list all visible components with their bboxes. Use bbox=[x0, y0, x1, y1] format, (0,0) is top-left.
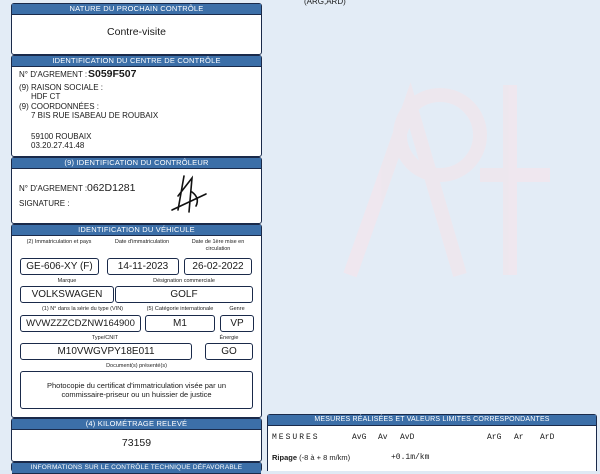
vehicule-section bbox=[11, 224, 262, 418]
informations-header: INFORMATIONS SUR LE CONTRÔLE TECHNIQUE DÉFAVORABLE bbox=[12, 463, 261, 474]
next-control-value: Contre-visite bbox=[107, 26, 166, 38]
marque-value: VOLKSWAGEN bbox=[20, 286, 114, 303]
col-arg: ArG bbox=[487, 433, 502, 442]
centre-phone: 03.20.27.41.48 bbox=[31, 141, 85, 150]
col-avd: AvD bbox=[400, 433, 415, 442]
immat-label: (2) Immatriculation et pays bbox=[26, 239, 92, 245]
controleur-agrement-label: N° D'AGREMENT : bbox=[19, 184, 88, 193]
energie-value: GO bbox=[205, 343, 253, 360]
ripage-limit: (-8 à + 8 m/km) bbox=[299, 453, 351, 462]
mesures-title: MESURES bbox=[272, 433, 320, 442]
categorie-label: (5) Catégorie internationale bbox=[146, 306, 214, 312]
controleur-header: (9) IDENTIFICATION DU CONTRÔLEUR bbox=[12, 158, 261, 169]
top-note: (ARG,ARD) bbox=[304, 0, 346, 6]
categorie-value: M1 bbox=[145, 315, 215, 332]
immat-value: GE-606-XY (F) bbox=[20, 258, 99, 275]
type-label: Type/CNIT bbox=[91, 335, 119, 341]
controleur-signature bbox=[162, 172, 222, 218]
controleur-agrement-value: 062D1281 bbox=[87, 182, 136, 194]
vehicule-header: IDENTIFICATION DU VÉHICULE bbox=[12, 225, 261, 236]
energie-label: Énergie bbox=[219, 335, 239, 341]
kilometrage-header: (4) KILOMÉTRAGE RELEVÉ bbox=[12, 419, 261, 430]
mesures-header: MESURES RÉALISÉES ET VALEURS LIMITES CORRESPONDANTES bbox=[268, 415, 596, 426]
mesures-section bbox=[267, 414, 597, 471]
right-column bbox=[262, 0, 600, 470]
type-value: M10VWGVPY18E011 bbox=[20, 343, 192, 360]
vin-label: (1) N° dans la série du type (VIN) bbox=[41, 306, 124, 312]
centre-city: 59100 ROUBAIX bbox=[31, 132, 92, 141]
kilometrage-value: 73159 bbox=[121, 437, 152, 449]
designation-label: Désignation commerciale bbox=[153, 278, 215, 284]
centre-agrement-value: S059F507 bbox=[88, 68, 137, 80]
centre-address: 7 BIS RUE ISABEAU DE ROUBAIX bbox=[31, 111, 159, 120]
signature-label: SIGNATURE : bbox=[19, 199, 70, 208]
ripage-value: +0.1m/km bbox=[391, 453, 430, 462]
ripage-label: Ripage bbox=[272, 453, 298, 462]
centre-agrement-label: N° D'AGREMENT : bbox=[19, 70, 88, 79]
col-ar: Ar bbox=[514, 433, 524, 442]
docs-label: Document(s) présenté(s) bbox=[106, 363, 167, 369]
next-control-section bbox=[11, 3, 262, 55]
date-first-value: 26-02-2022 bbox=[184, 258, 252, 275]
vin-value: WVWZZZCDZNW164900 bbox=[20, 315, 141, 332]
next-control-header: NATURE DU PROCHAIN CONTRÔLE bbox=[12, 4, 261, 15]
genre-label: Genre bbox=[229, 306, 245, 312]
date-immat-value: 14-11-2023 bbox=[107, 258, 179, 275]
genre-value: VP bbox=[220, 315, 254, 332]
watermark-logo bbox=[290, 45, 580, 295]
ripage-row bbox=[272, 453, 350, 463]
raison-sociale-label: (9) RAISON SOCIALE : bbox=[19, 83, 104, 92]
kilometrage-section bbox=[11, 418, 262, 462]
docs-value: Photocopie du certificat d'immatriculation visée par un commissaire-priseur ou un huissier de justice bbox=[20, 371, 253, 409]
col-avg: AvG bbox=[352, 433, 367, 442]
date-first-label: Date de 1ère mise en circulation bbox=[191, 239, 245, 252]
date-immat-label: Date d'immatriculation bbox=[114, 239, 170, 245]
controleur-section bbox=[11, 157, 262, 224]
raison-sociale-value: HDF CT bbox=[31, 92, 61, 101]
col-av: Av bbox=[378, 433, 388, 442]
designation-value: GOLF bbox=[115, 286, 253, 303]
informations-section bbox=[11, 462, 262, 472]
centre-header: IDENTIFICATION DU CENTRE DE CONTRÔLE bbox=[12, 56, 261, 67]
marque-label: Marque bbox=[57, 278, 77, 284]
coordonnees-label: (9) COORDONNÉES : bbox=[19, 102, 100, 111]
centre-section bbox=[11, 55, 262, 157]
col-ard: ArD bbox=[540, 433, 555, 442]
